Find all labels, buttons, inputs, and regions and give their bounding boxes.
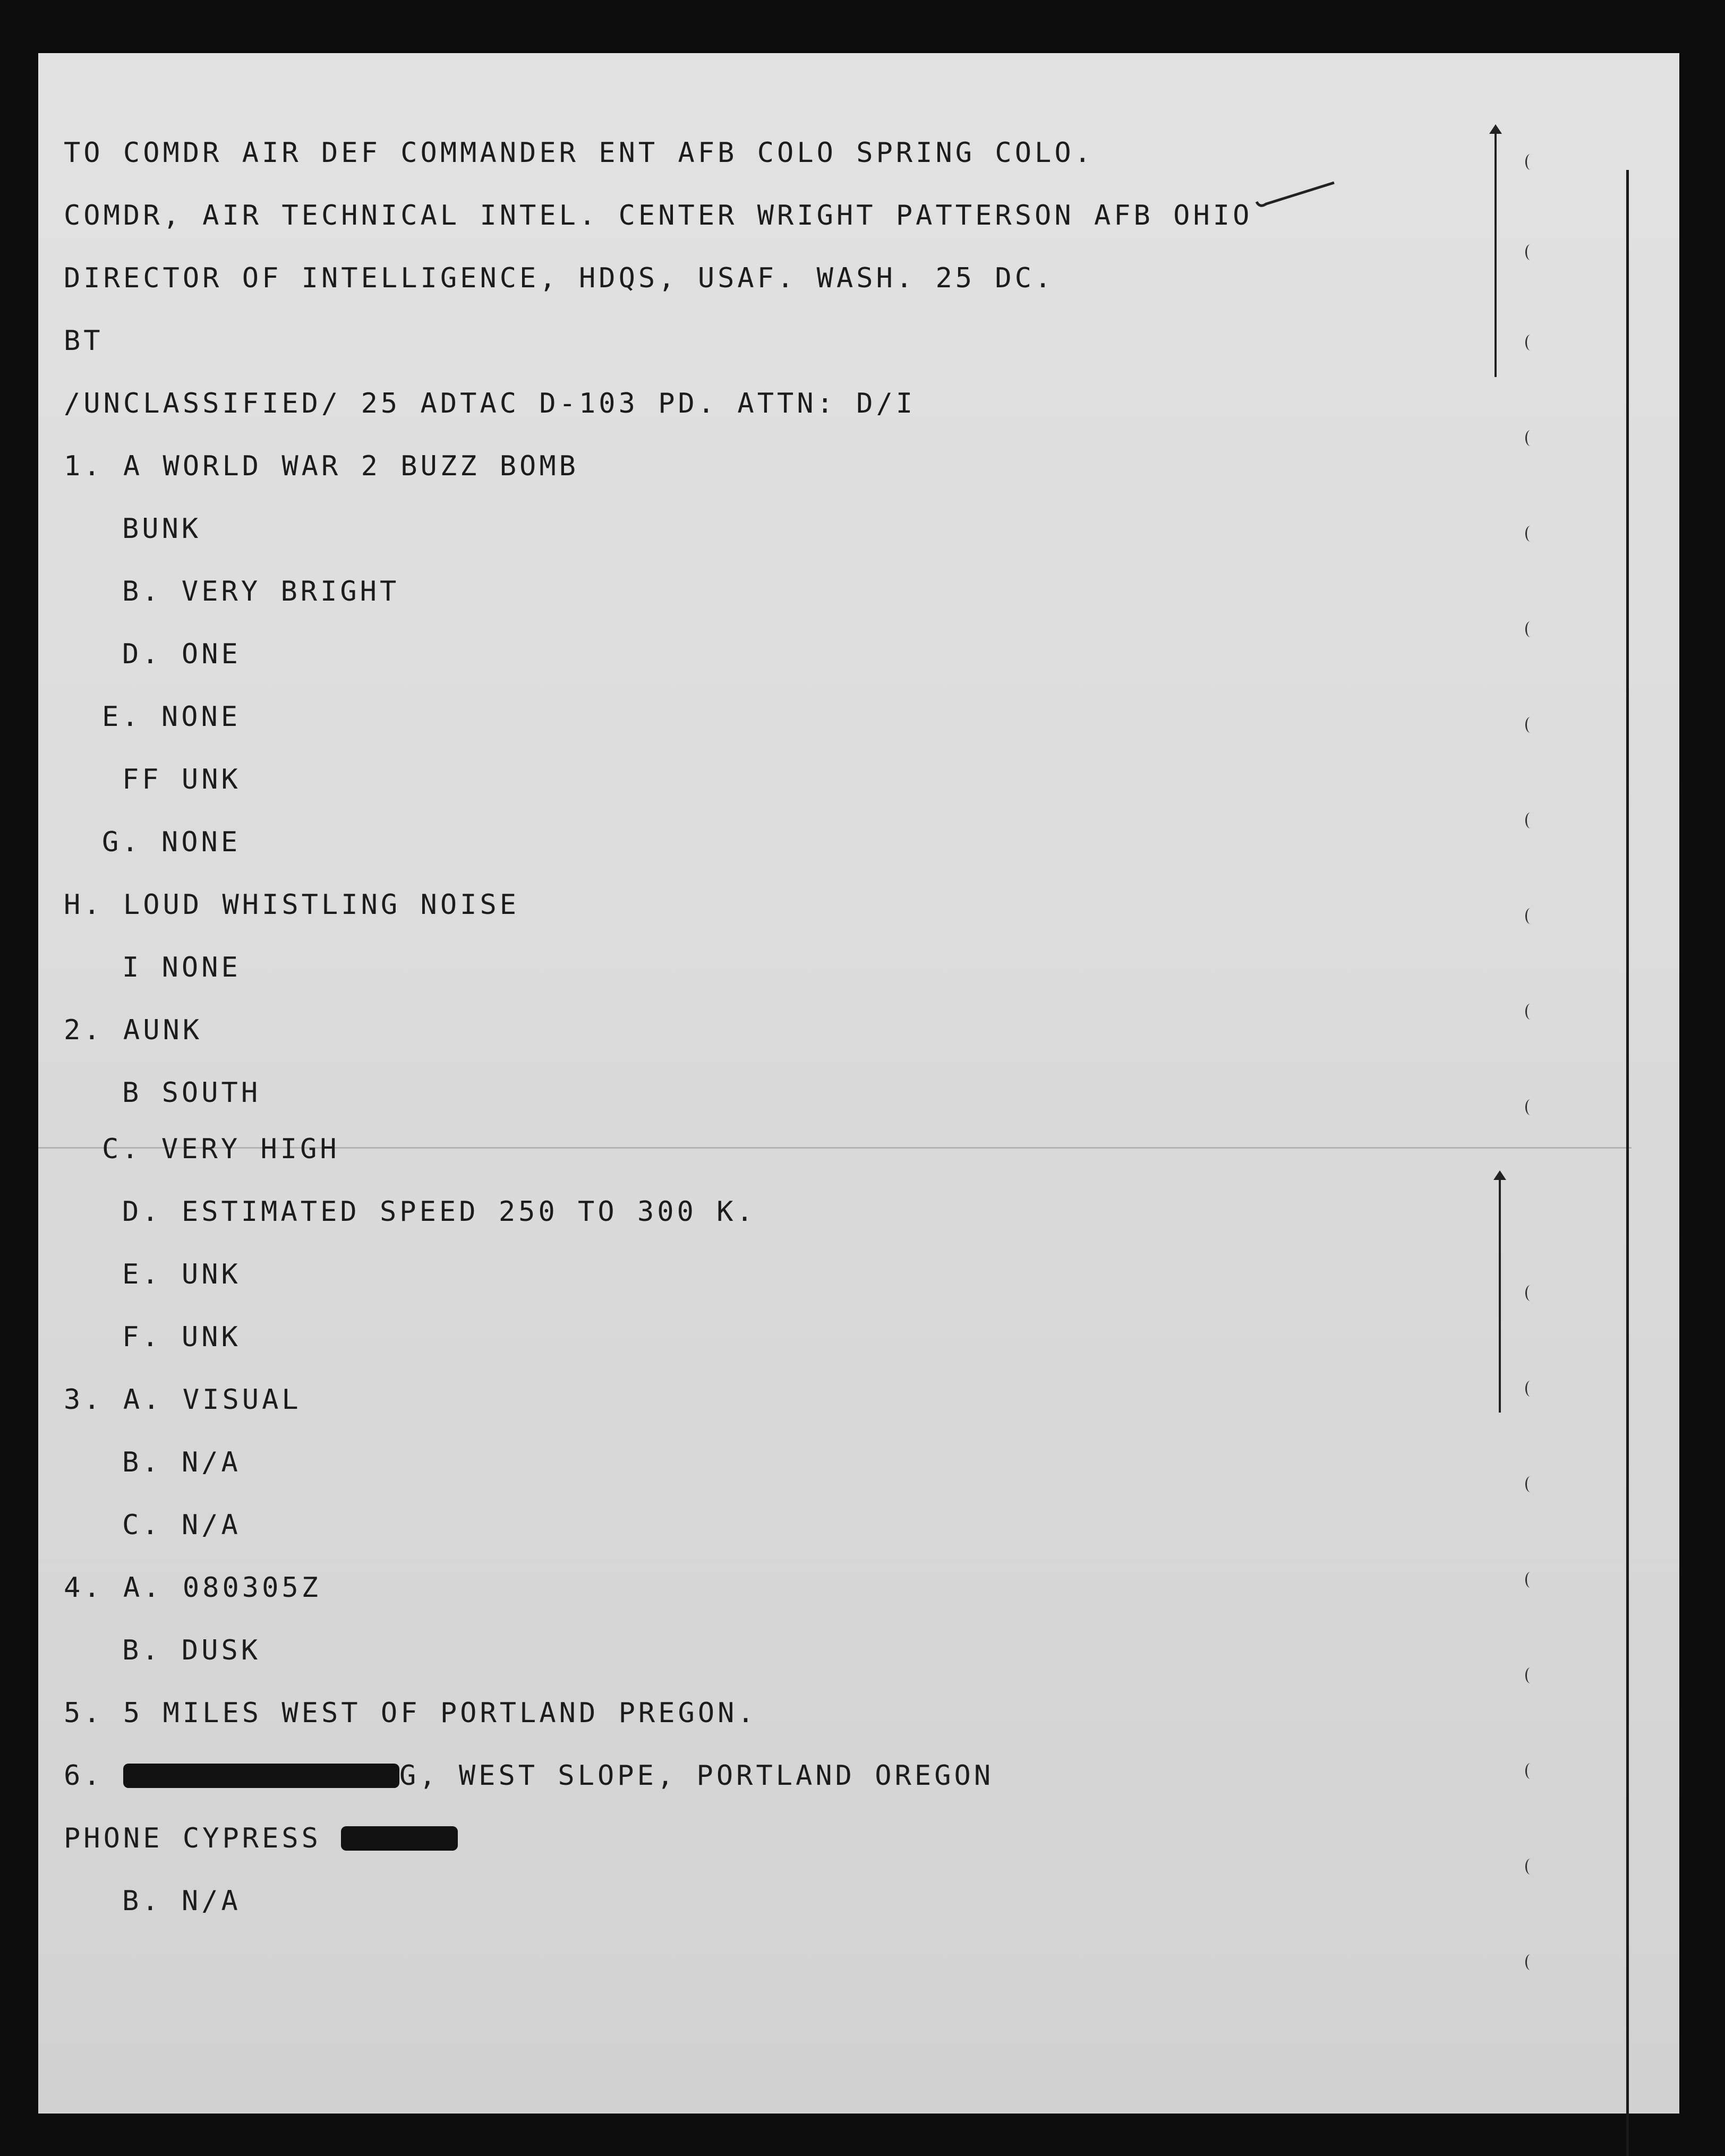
item-1d: D. ONE: [122, 638, 241, 670]
punch-hole-icon: [1525, 1004, 1535, 1020]
punch-hole-icon: [1525, 908, 1535, 924]
item-2f: F. UNK: [122, 1321, 241, 1353]
punch-hole-icon: [1525, 335, 1535, 350]
item-6b: B. N/A: [122, 1885, 241, 1917]
item-1h: H. LOUD WHISTLING NOISE: [64, 889, 520, 921]
item-6: [64, 1760, 994, 1792]
item-1i: I NONE: [122, 952, 241, 983]
punch-hole-icon: [1525, 430, 1535, 446]
item-6-prefix: 6.: [64, 1760, 104, 1792]
redaction-block: [341, 1826, 458, 1851]
item-1f: FF UNK: [122, 764, 241, 795]
punch-hole-icon: [1525, 1667, 1535, 1683]
redaction-block: [123, 1764, 399, 1788]
item-4b: B. DUSK: [122, 1635, 261, 1666]
punch-hole-icon: [1525, 1954, 1535, 1970]
header-line-bt: BT: [64, 325, 104, 357]
punch-hole-icon: [1525, 1285, 1535, 1301]
item-3a: 3. A. VISUAL: [64, 1384, 302, 1416]
item-5: 5. 5 MILES WEST OF PORTLAND PREGON.: [64, 1697, 757, 1729]
item-2c: C. VERY HIGH: [102, 1133, 340, 1165]
phone-label: PHONE CYPRESS: [64, 1823, 321, 1854]
header-line-to: TO COMDR AIR DEF COMMANDER ENT AFB COLO SPRING COLO.: [64, 137, 1094, 169]
item-4a: 4. A. 080305Z: [64, 1572, 321, 1604]
margin-arrow-icon: [1495, 133, 1497, 377]
item-2b: B SOUTH: [122, 1077, 261, 1109]
item-2e: E. UNK: [122, 1259, 241, 1290]
item-1a: 1. A WORLD WAR 2 BUZZ BOMB: [64, 450, 579, 482]
item-1-bunk: BUNK: [122, 513, 202, 545]
punch-hole-icon: [1525, 717, 1535, 733]
punch-hole-icon: [1525, 1572, 1535, 1588]
header-line-director: DIRECTOR OF INTELLIGENCE, HDQS, USAF. WASH. 25 DC.: [64, 262, 1055, 294]
header-line-classification: /UNCLASSIFIED/ 25 ADTAC D-103 PD. ATTN: D/I: [64, 388, 916, 420]
margin-arrow-icon: [1499, 1179, 1501, 1413]
right-margin-rule: [1626, 170, 1629, 2156]
item-6-suffix: G, WEST SLOPE, PORTLAND OREGON: [399, 1760, 994, 1792]
item-1b: B. VERY BRIGHT: [122, 576, 400, 608]
item-3b: B. N/A: [122, 1447, 241, 1478]
checkmark-icon: [1254, 181, 1339, 212]
punch-hole-icon: [1525, 812, 1535, 828]
phone-line: [64, 1823, 458, 1854]
item-1e: E. NONE: [102, 701, 241, 733]
punch-hole-icon: [1525, 1476, 1535, 1492]
punch-hole-icon: [1525, 621, 1535, 637]
item-2d: D. ESTIMATED SPEED 250 TO 300 K.: [122, 1196, 756, 1228]
punch-hole-icon: [1525, 526, 1535, 542]
item-2a: 2. AUNK: [64, 1014, 203, 1046]
punch-hole-icon: [1525, 1099, 1535, 1115]
punch-hole-icon: [1525, 1763, 1535, 1779]
punch-hole-icon: [1525, 1859, 1535, 1875]
header-line-atic: COMDR, AIR TECHNICAL INTEL. CENTER WRIGHT PATTERSON AFB OHIO: [64, 200, 1253, 232]
paper-sheet: [38, 53, 1679, 2114]
punch-hole-icon: [1525, 154, 1535, 170]
punch-hole-icon: [1525, 244, 1535, 260]
item-3c: C. N/A: [122, 1509, 241, 1541]
item-1g: G. NONE: [102, 826, 241, 858]
punch-hole-icon: [1525, 1381, 1535, 1397]
